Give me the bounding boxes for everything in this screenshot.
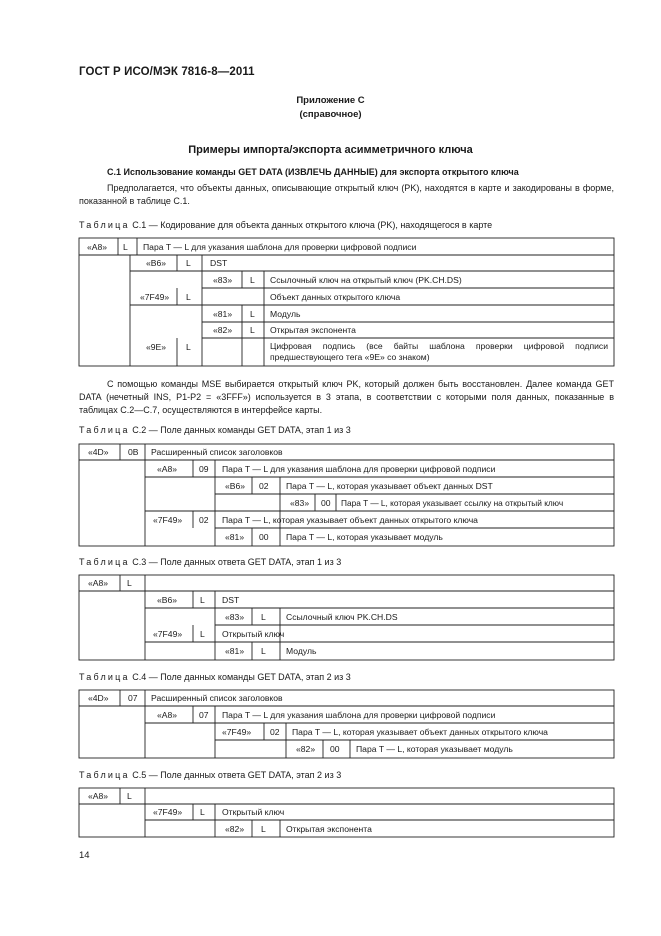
table-cell: «4D» xyxy=(88,447,109,457)
table-cell: Расширенный список заголовков xyxy=(151,693,283,703)
page-number: 14 xyxy=(79,850,90,861)
table-cell: «83» xyxy=(290,498,310,508)
table-cell: L xyxy=(200,595,205,605)
table-cell: Ссылочный ключ на открытый ключ (PK.CH.DS) xyxy=(270,275,462,285)
table-caption: Таблица С.1 — Кодирование для объекта данных открытого ключа (PK), находящегося в карте xyxy=(79,220,493,230)
paragraph-1: Предполагается, что объекты данных, описывающие открытый ключ (PK), находятся в карте и закодированы в форме, показанной в таблице С.1. xyxy=(79,183,614,206)
table-cell: Модуль xyxy=(286,646,317,656)
table-cell: Открытая экспонента xyxy=(270,325,356,335)
table-cell: 02 xyxy=(270,727,280,737)
table-cell: L xyxy=(250,275,255,285)
table-cell: «A8» xyxy=(157,464,178,474)
table-cell: Пара T — L, которая указывает ссылку на открытый ключ xyxy=(341,498,564,508)
table-caption: Таблица С.2 — Поле данных команды GET DATA, этап 1 из 3 xyxy=(79,425,351,435)
table-cell: Пара T — L, которая указывает объект данных DST xyxy=(286,481,493,491)
table-cell: Пара T — L, которая указывает объект данных открытого ключа xyxy=(222,515,478,525)
table-cell: Открытый ключ xyxy=(222,629,285,639)
table-cell: «A8» xyxy=(157,710,178,720)
table-cell: DST xyxy=(222,595,240,605)
document-title: Примеры импорта/экспорта асимметричного ключа xyxy=(188,144,473,156)
table-cell: 09 xyxy=(199,464,209,474)
table-cell: «A8» xyxy=(87,242,108,252)
table-cell: 07 xyxy=(199,710,209,720)
table-cell: Цифровая подпись (все байты шаблона проверки цифровой подписи предшествующего тега «9E» со знаком) xyxy=(270,341,608,362)
table-cell: L xyxy=(261,612,266,622)
table-caption: Таблица С.4 — Поле данных команды GET DATA, этап 2 из 3 xyxy=(79,672,351,682)
table-cell: Модуль xyxy=(270,309,301,319)
table-cell: «9E» xyxy=(146,342,167,352)
table-cell: «B6» xyxy=(225,481,246,491)
table-cell: Пара T — L, которая указывает модуль xyxy=(286,532,443,542)
table-cell: Объект данных открытого ключа xyxy=(270,292,401,302)
table-cell: 00 xyxy=(321,498,331,508)
table-cell: 00 xyxy=(330,744,340,754)
appendix-title: Приложение С xyxy=(296,95,365,106)
table-cell: «81» xyxy=(213,309,233,319)
table-cell: Открытый ключ xyxy=(222,807,285,817)
table-cell: Ссылочный ключ PK.CH.DS xyxy=(286,612,398,622)
table-cell: L xyxy=(127,578,132,588)
table-cell: Пара T — L для указания шаблона для проверки цифровой подписи xyxy=(222,710,496,720)
table-cell: «83» xyxy=(225,612,245,622)
table-cell: 00 xyxy=(259,532,269,542)
table-cell: «7F49» xyxy=(153,629,183,639)
table-cell: Пара T — L для указания шаблона для проверки цифровой подписи xyxy=(222,464,496,474)
table-cell: 07 xyxy=(128,693,138,703)
table-cell: Пара T — L для указания шаблона для проверки цифровой подписи xyxy=(143,242,417,252)
paragraph-2: С помощью команды MSE выбирается открытый ключ PK, который должен быть восстановлен. Далее команда GET DATA (нечетный INS, P1-P2 = «3FFF») используется в 3 этапа, в соответствии с которыми поля данных, показанные в таблицах С.2—С.7, осуществляются в интерфейсе карты. xyxy=(79,379,614,415)
table-cell: «82» xyxy=(225,824,245,834)
table-cell: Пара T — L, которая указывает модуль xyxy=(356,744,513,754)
table-cell: L xyxy=(250,309,255,319)
table-cell: «81» xyxy=(225,532,245,542)
table-cell: DST xyxy=(210,258,228,268)
table-cell: L xyxy=(186,342,191,352)
table-cell: «7F49» xyxy=(153,515,183,525)
table-cell: Открытая экспонента xyxy=(286,824,372,834)
table-cell: 02 xyxy=(259,481,269,491)
appendix-note: (справочное) xyxy=(299,109,362,120)
table-cell: «82» xyxy=(213,325,233,335)
table-cell: L xyxy=(250,325,255,335)
table-cell: «A8» xyxy=(88,791,109,801)
table-cell: L xyxy=(261,824,266,834)
table-caption: Таблица С.5 — Поле данных ответа GET DATA, этап 2 из 3 xyxy=(79,770,342,780)
section-heading: С.1 Использование команды GET DATA (ИЗВЛЕЧЬ ДАННЫЕ) для экспорта открытого ключа xyxy=(107,167,519,177)
table-cell: L xyxy=(127,791,132,801)
table-cell: Пара T — L, которая указывает объект данных открытого ключа xyxy=(292,727,548,737)
table-cell: «83» xyxy=(213,275,233,285)
table-cell: «B6» xyxy=(157,595,178,605)
table-cell: L xyxy=(200,807,205,817)
table-cell: «7F49» xyxy=(140,292,170,302)
table-cell: L xyxy=(186,258,191,268)
table-cell: «81» xyxy=(225,646,245,656)
table-cell: «82» xyxy=(296,744,316,754)
document-header: ГОСТ Р ИСО/МЭК 7816-8—2011 xyxy=(79,66,255,78)
table-cell: L xyxy=(261,646,266,656)
table-cell: «A8» xyxy=(88,578,109,588)
table-cell: 02 xyxy=(199,515,209,525)
table-cell: L xyxy=(200,629,205,639)
table-caption: Таблица С.3 — Поле данных ответа GET DATA, этап 1 из 3 xyxy=(79,557,342,567)
table-cell: «7F49» xyxy=(222,727,252,737)
table-cell: «7F49» xyxy=(153,807,183,817)
table-cell: 0B xyxy=(128,447,139,457)
table-cell: «4D» xyxy=(88,693,109,703)
table-cell: L xyxy=(123,242,128,252)
table-cell: Расширенный список заголовков xyxy=(151,447,283,457)
table-cell: L xyxy=(186,292,191,302)
table-cell: «B6» xyxy=(146,258,167,268)
